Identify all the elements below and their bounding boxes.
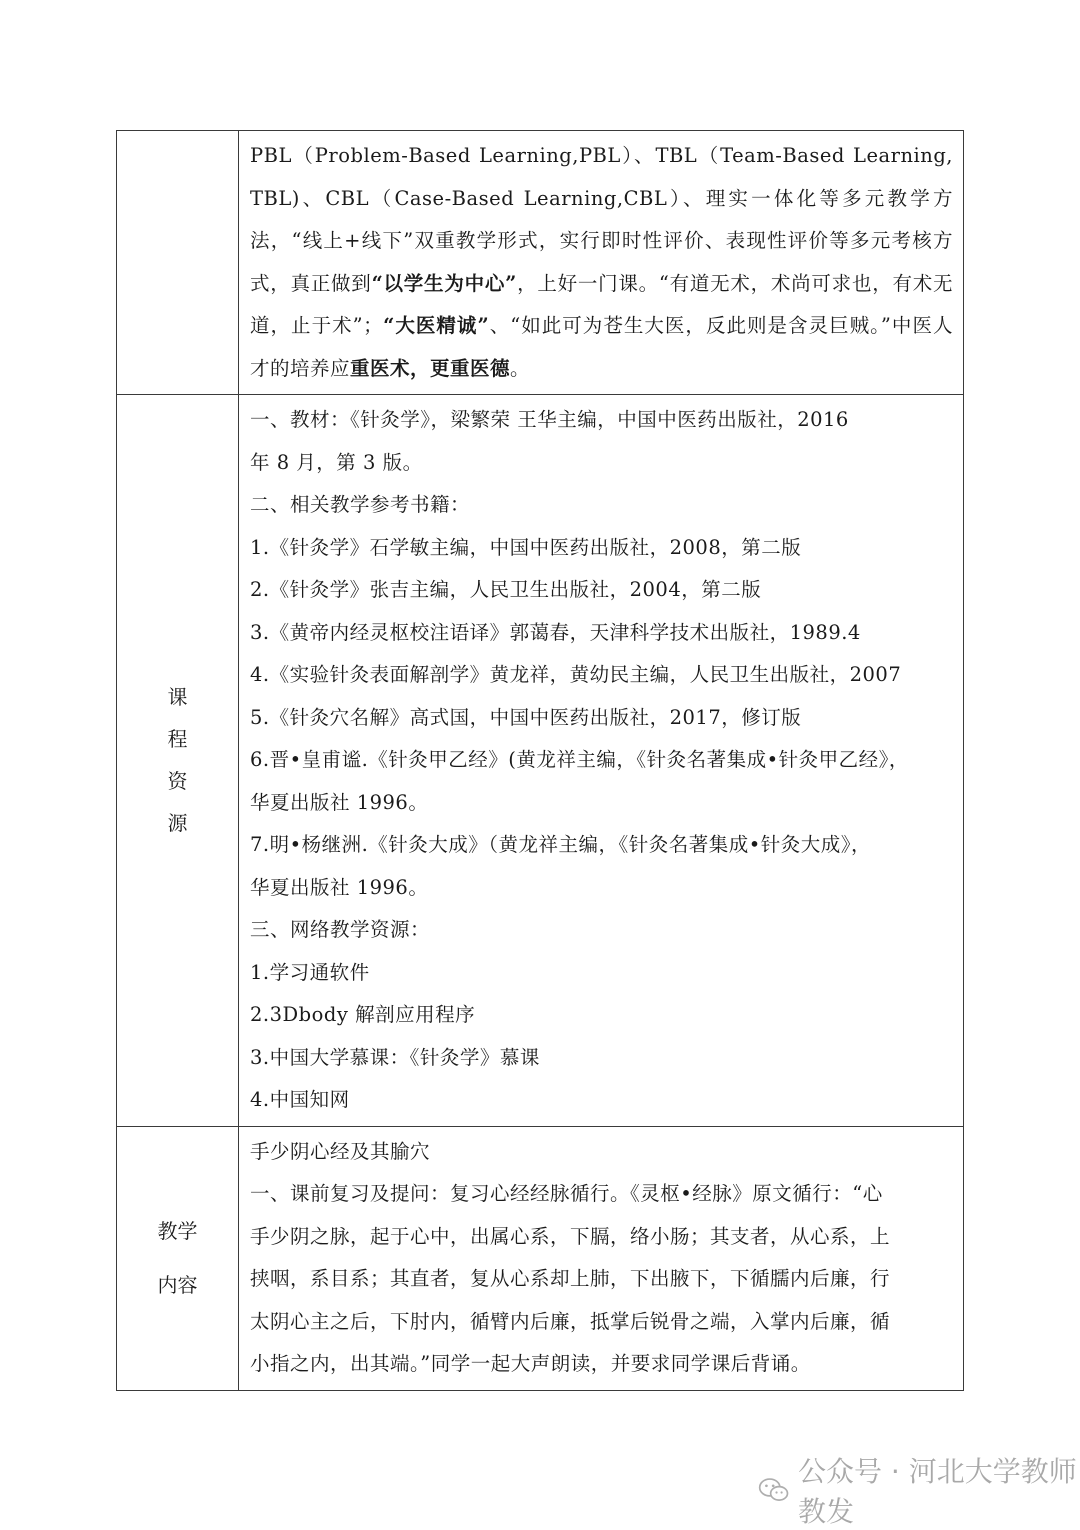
text-segment: PBL（Problem-Based Learning,PBL）、TBL（Team-Based Learning, TBL)、CBL（Case-Based Learning,CBL）、理实一体化等多元教学方法，“线上+线下”双重教学形式，实行即时性评价、表现性评价等多元考核方式，真正做到 xyxy=(250,144,953,295)
reference-item: 1.《针灸学》石学敏主编，中国中医药出版社，2008，第二版 xyxy=(250,535,802,559)
text-line: 一、课前复习及提问：复习心经经脉循行。《灵枢•经脉》原文循行：“心 xyxy=(250,1182,883,1205)
reference-item-cont: 华夏出版社 1996。 xyxy=(250,875,429,899)
online-resource-item: 1.学习通软件 xyxy=(250,960,370,984)
watermark-text: 公众号 · 河北大学教师教发 xyxy=(798,1455,1077,1528)
teaching-methods-paragraph xyxy=(250,135,953,390)
reference-item-cont: 华夏出版社 1996。 xyxy=(250,790,429,814)
text-segment: 。 xyxy=(510,356,531,380)
label-text: 教学 xyxy=(157,1219,198,1243)
reference-item: 4.《实验针灸表面解剖学》黄龙祥，黄幼民主编，人民卫生出版社，2007 xyxy=(250,663,902,686)
emphasis-text: “以学生为中心” xyxy=(371,271,517,295)
online-resource-item: 4.中国知网 xyxy=(250,1088,350,1111)
teaching-methods-row xyxy=(117,131,964,395)
course-resources-label xyxy=(117,395,239,1127)
label-text: 内容 xyxy=(157,1273,198,1297)
teaching-content-row xyxy=(117,1126,964,1390)
text-line: 小指之内，出其端。”同学一起大声朗读，并要求同学课后背诵。 xyxy=(250,1352,811,1375)
online-resource-item: 2.3Dbody 解剖应用程序 xyxy=(250,1003,476,1026)
text-line: 一、教材：《针灸学》，梁繁荣 王华主编，中国中医药出版社，2016 xyxy=(250,408,849,431)
label-char: 程 xyxy=(167,727,188,752)
text-line: 年 8 月，第 3 版。 xyxy=(250,450,423,474)
text-segment: ，上好一门课。“有道无术，术尚可求也，有术无道，止于术”； xyxy=(250,271,953,337)
label-char: 资 xyxy=(167,769,188,794)
course-resources-content xyxy=(239,395,964,1127)
online-resource-item: 3.中国大学慕课：《针灸学》慕课 xyxy=(250,1045,540,1069)
reference-item: 3.《黄帝内经灵枢校注语译》郭蔼春，天津科学技术出版社，1989.4 xyxy=(250,620,861,644)
text-segment: 、“如此可为苍生大医，反此则是含灵巨贼。”中医人才的培养应 xyxy=(250,314,953,380)
teaching-content-body xyxy=(239,1126,964,1390)
reference-item: 6.晋•皇甫谧.《针灸甲乙经》(黄龙祥主编，《针灸名著集成•针灸甲乙经》， xyxy=(250,748,909,771)
section-heading: 二、相关教学参考书籍： xyxy=(250,493,471,516)
teaching-methods-content xyxy=(239,131,964,395)
reference-item: 7.明•杨继洲.《针灸大成》（黄龙祥主编，《针灸名著集成•针灸大成》， xyxy=(250,833,872,856)
label-char: 课 xyxy=(167,685,188,710)
empty-label-cell xyxy=(117,131,239,395)
text-line: 挟咽，系目系；其直者，复从心系却上肺，下出腋下，下循臑内后廉，行 xyxy=(250,1267,891,1290)
teaching-content-label xyxy=(117,1126,239,1390)
course-table xyxy=(116,130,964,1391)
section-heading: 三、网络教学资源： xyxy=(250,918,431,941)
wechat-icon xyxy=(758,1474,790,1506)
text-line: 太阴心主之后，下肘内，循臂内后廉，抵掌后锐骨之端，入掌内后廉，循 xyxy=(250,1309,891,1333)
course-resources-row xyxy=(117,395,964,1127)
reference-item: 2.《针灸学》张吉主编，人民卫生出版社，2004，第二版 xyxy=(250,578,762,601)
watermark xyxy=(758,1450,1080,1530)
emphasis-text: 重医术，更重医德 xyxy=(350,356,511,380)
label-char: 源 xyxy=(167,811,188,836)
text-line: 手少阴之脉，起于心中，出属心系，下膈，络小肠；其支者，从心系，上 xyxy=(250,1224,891,1248)
topic-title: 手少阴心经及其腧穴 xyxy=(250,1139,431,1163)
emphasis-text: “大医精诚” xyxy=(383,314,490,337)
reference-item: 5.《针灸穴名解》高式国，中国中医药出版社，2017，修订版 xyxy=(250,705,802,729)
